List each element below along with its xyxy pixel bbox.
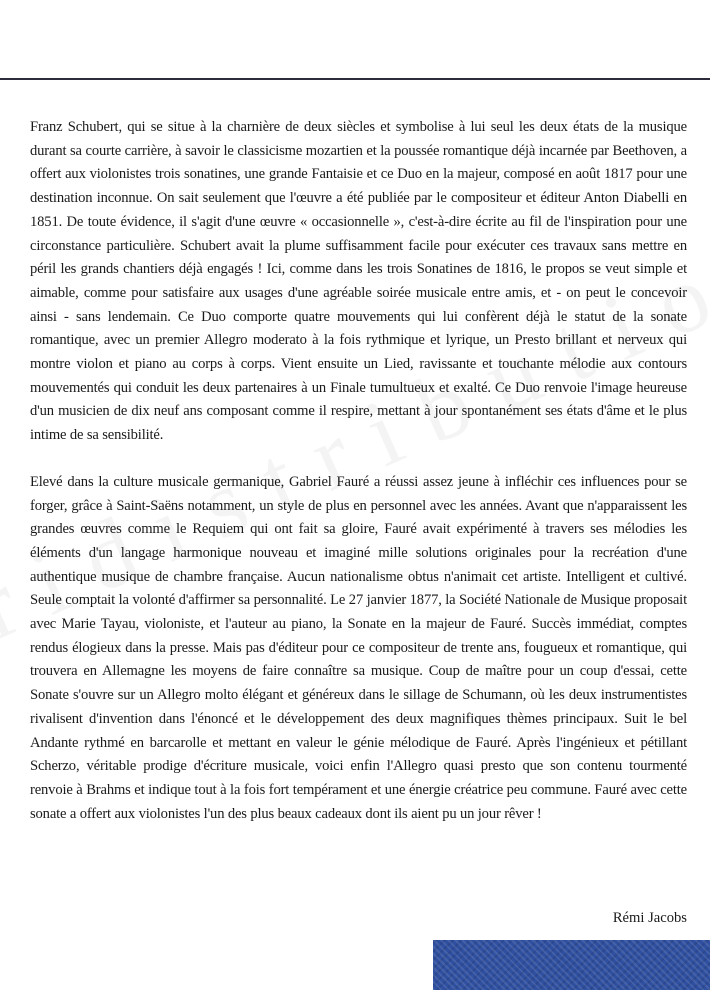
- author-signature: Rémi Jacobs: [612, 910, 687, 926]
- paragraph-faure: Elevé dans la culture musicale germanique, Gabriel Fauré a réussi assez jeune à infléchir ces influences pour se forger, grâce à Saint-Saëns notamment, un style de plus en personnel avec les années. Avant que n'apparaissent les grandes œuvres comme le Requiem qui ont fait sa gloire, Fauré avait expérimenté à travers ses mélodies les éléments d'un langage harmonique nouveau et imaginé mille solutions originales pour la recréation d'une authentique musique de chambre française. Aucun nationalisme obtus n'animait cet artiste. Intelligent et cultivé. Seule comptait la volonté d'affirmer sa personnalité. Le 27 janvier 1877, la Société Nationale de Musique proposait avec Marie Tayau, violoniste, et l'auteur au piano, la Sonate en la majeur de Fauré. Succès immédiat, comptes rendus élogieux dans la presse. Mais pas d'éditeur pour ce compositeur de trente ans, fougueux et romantique, qui trouvera en Allemagne les moyens de faire connaître sa musique. Coup de maître pour un coup d'essai, cette Sonate s'ouvre sur un Allegro molto élégant et généreux dans le sillage de Schumann, où les deux instrumentistes rivalisent d'invention dans l'énoncé et le développement des deux magnifiques thèmes principaux. Suit le bel Andante rythmé en barcarolle et mettant en valeur le génie mélodique de Fauré. Après l'ingénieux et pétillant Scherzo, véritable prodige d'écriture musicale, voici enfin l'Allegro quasi presto que son contenu tourmenté renvoie à Brahms et indique tout à la fois fort tempérament et une énergie créatrice peu commune. Fauré avec cette sonate a offert aux violonistes l'un des plus beaux cadeaux dont ils aient pu un jour rêver !: [30, 473, 687, 822]
- article-body: [30, 116, 687, 826]
- decorative-corner-block: [433, 940, 710, 990]
- paragraph-schubert: Franz Schubert, qui se situe à la charnière de deux siècles et symbolise à lui seul les deux états de la musique durant sa courte carrière, à savoir le classicisme mozartien et la poussée romantique déjà incarnée par Beethoven, a offert aux violonistes trois sonatines, une grande Fantaisie et ce Duo en la majeur, composé en août 1817 pour une destination inconnue. On sait seulement que l'œuvre a été publiée par le compositeur et éditeur Anton Diabelli en 1851. De toute évidence, il s'agit d'une œuvre « occasionnelle », c'est-à-dire écrite au fil de l'inspiration pour une circonstance particulière. Schubert avait la plume suffisamment facile pour exécuter ces travaux sans mettre en péril les grands chantiers déjà engagés ! Ici, comme dans les trois Sonatines de 1816, le propos se veut simple et aimable, comme pour satisfaire aux usages d'une agréable soirée musicale entre amis, et - on peut le concevoir ainsi - sans lendemain. Ce Duo comporte quatre mouvements qui lui confèrent déjà le statut de la sonate romantique, avec un premier Allegro moderato à la fois rythmique et lyrique, un Presto brillant et nerveux qui montre violon et piano au corps à corps. Vient ensuite un Lied, ravissante et touchante mélodie aux contours mouvementés qui conduit les deux partenaires à un Finale tumultueux et exalté. Ce Duo renvoie l'image heureuse d'un musicien de dix neuf ans composant comme il respire, mettant à jour spontanément ses états d'âme et le plus intime de sa sensibilité.: [30, 119, 687, 444]
- header-band: [0, 0, 710, 80]
